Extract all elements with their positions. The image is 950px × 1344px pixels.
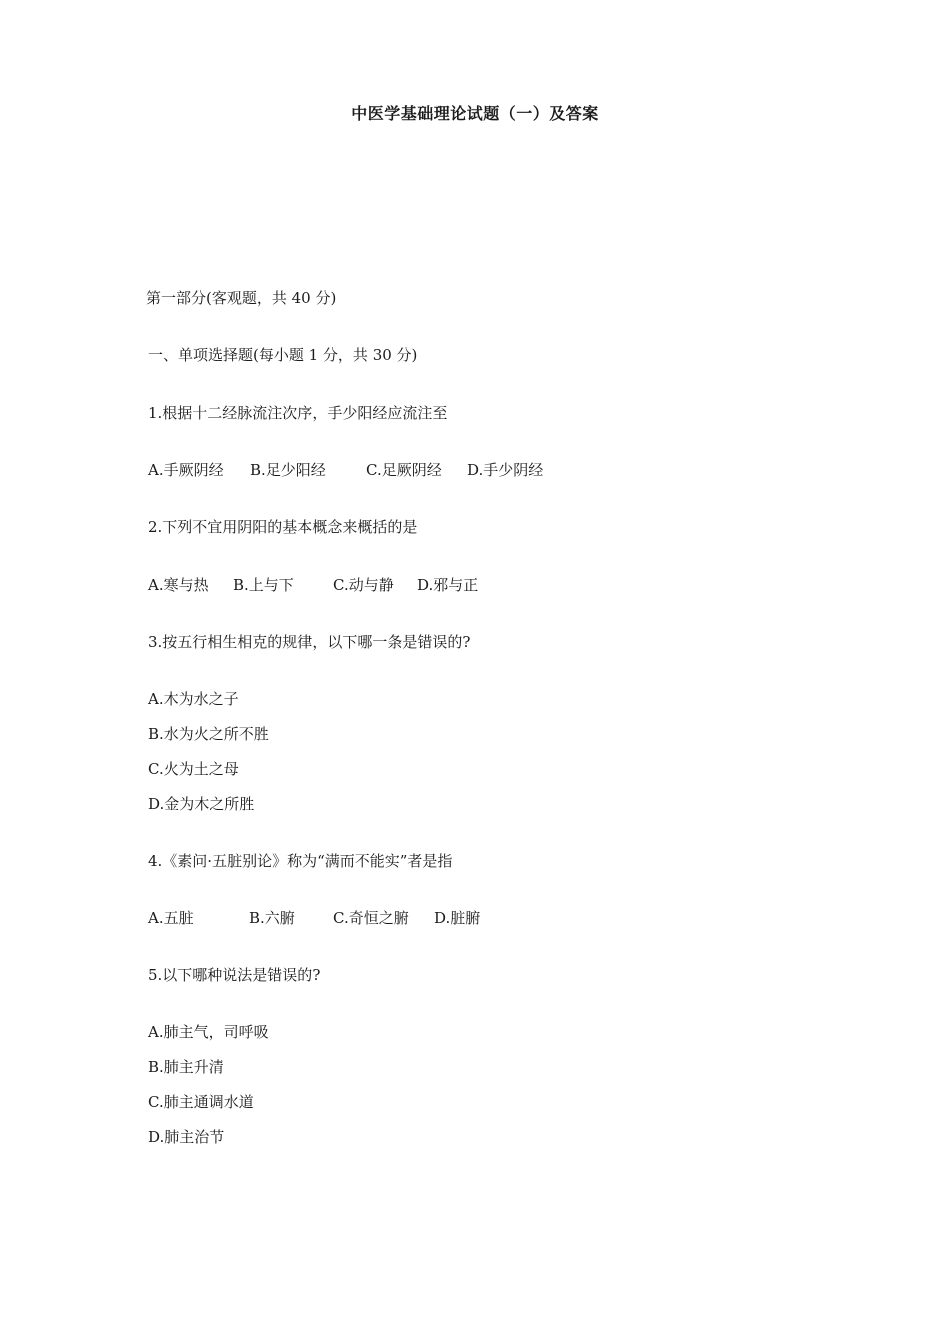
question-stem-5: 5.以下哪种说法是错误的?: [148, 966, 321, 984]
option-d: D.肺主治节: [148, 1128, 225, 1146]
option-c: C.火为土之母: [148, 760, 239, 778]
option-a: A.寒与热: [148, 576, 209, 594]
option-d: D.邪与正: [417, 576, 479, 594]
option-b: B.上与下: [233, 576, 294, 594]
document-title: 中医学基础理论试题（一）及答案: [351, 104, 599, 123]
option-b: B.肺主升清: [148, 1058, 224, 1076]
option-a: A.木为水之子: [148, 690, 239, 708]
section-heading: 一、单项选择题(每小题 1 分，共 30 分): [148, 346, 418, 364]
option-a: A.手厥阴经: [148, 461, 224, 479]
option-c: C.肺主通调水道: [148, 1093, 254, 1111]
option-d: D.脏腑: [434, 909, 481, 927]
option-d: D.手少阴经: [467, 461, 544, 479]
option-c: C.动与静: [333, 576, 394, 594]
question-stem-3: 3.按五行相生相克的规律，以下哪一条是错误的?: [148, 633, 471, 651]
option-a: A.五脏: [148, 909, 194, 927]
question-stem-4: 4.《素问·五脏别论》称为“满而不能实”者是指: [148, 852, 453, 870]
option-d: D.金为木之所胜: [148, 795, 255, 813]
option-b: B.水为火之所不胜: [148, 725, 269, 743]
option-c: C.足厥阴经: [366, 461, 442, 479]
option-b: B.六腑: [249, 909, 295, 927]
option-a: A.肺主气，司呼吸: [148, 1023, 269, 1041]
question-stem-1: 1.根据十二经脉流注次序，手少阳经应流注至: [148, 404, 448, 422]
question-stem-2: 2.下列不宜用阴阳的基本概念来概括的是: [148, 518, 418, 536]
option-b: B.足少阳经: [250, 461, 326, 479]
part-heading: 第一部分(客观题，共 40 分): [146, 289, 337, 307]
option-c: C.奇恒之腑: [333, 909, 409, 927]
